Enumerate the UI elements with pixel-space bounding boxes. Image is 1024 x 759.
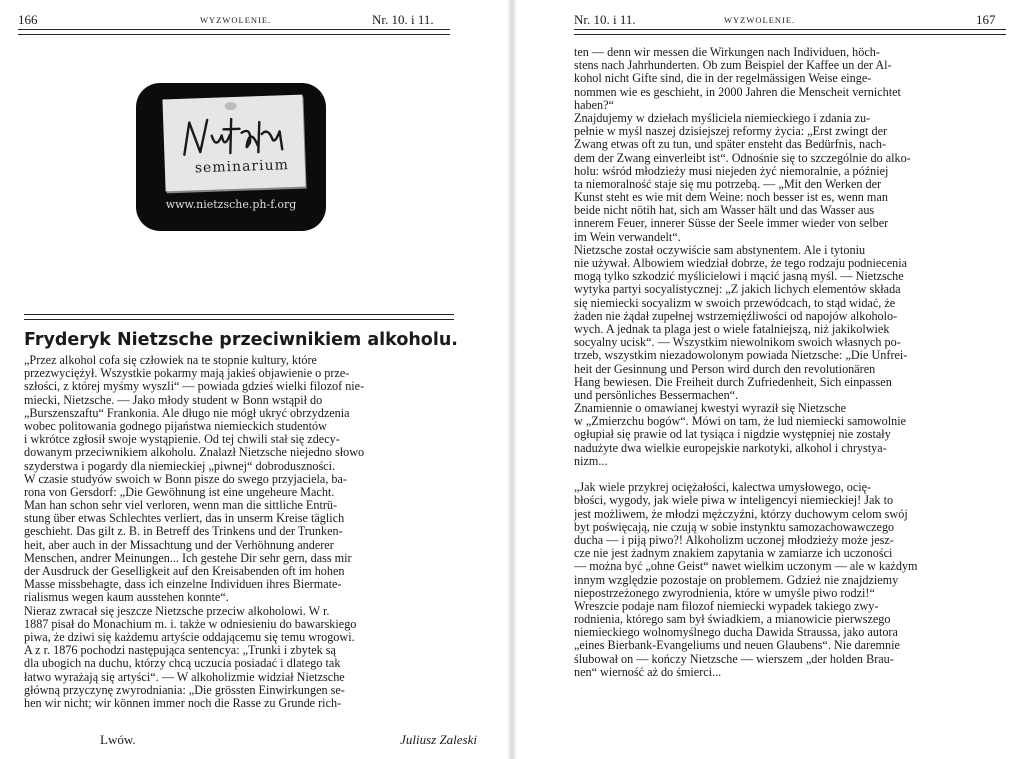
page-number: 167: [976, 12, 996, 27]
text-line: innym względzie pozostaje on problemem. Gdzież nie znajdziemy: [574, 573, 899, 587]
text-line: ogłupiał się prawie od lat tysiąca i nigdzie występniej nie zostały: [574, 428, 891, 442]
text-line: pełnie w myśl naszej dzisiejszej reformy życia: „Erst zwingt der: [574, 125, 888, 139]
journal-title: WYZWOLENIE.: [724, 15, 796, 25]
text-line: Masse missbehagte, dass ich einzelne Individuen ihres Biermate-: [24, 578, 342, 592]
text-line: geschieht. Das gilt z. B. in Betreff des Trinkens und der Trunken-: [24, 525, 343, 539]
running-head-right: [574, 10, 1004, 28]
text-line: przezwyciężył. Wszystkie pokarmy mają jakieś objawienie o prze-: [24, 367, 350, 381]
text-line: „Przez alkohol cofa się człowiek na te stopnie kultury, które: [24, 354, 317, 367]
text-line: wytyka partyi socyalistycznej: „Z jakich lichych elementów składa: [574, 283, 901, 297]
text-line: ta niemoralność staje się mu potrzebą. — „Mit den Werken der: [574, 177, 882, 191]
text-line: wobec politowania godnego pijaństwa niemieckich studentów: [24, 419, 327, 433]
text-line: ślubował on — kończy Nietzsche — wierszem „der holden Brau-: [574, 652, 894, 666]
text-line: Menschen, andrer Meinungen... Ich gestehe Dir sehr gern, dass mir: [24, 551, 352, 565]
text-line: błości, wygody, jak wiele piwa w inteligencyi niemieckiej! Jak to: [574, 494, 894, 508]
issue-number: Nr. 10. i 11.: [574, 12, 636, 27]
text-line: und persönliches Bessermachen“.: [574, 388, 739, 402]
issue-number: Nr. 10. i 11.: [372, 12, 434, 27]
text-line: dla ubogich na duchu, którzy chcą uczucia posiadać i dlatego tak: [24, 657, 341, 671]
text-line: Znamiennie o omawianej kwestyi wyraził się Nietzsche: [574, 402, 847, 416]
text-line: Wreszcie podaje nam filozof niemiecki wypadek takiego zwy-: [574, 599, 879, 613]
text-line: heit der Gesinnung und Person wird durch den revolutionären: [574, 362, 876, 376]
text-line: der Ausdruck der Geselligkeit auf den Kreisabenden oft im hohen: [24, 565, 345, 578]
text-line: W czasie studyów swoich w Bonn pisze do swego przyjaciela, ba-: [24, 472, 347, 486]
text-line: dem der Zwang einverleibt ist“. Odnośnie się to szczególnie do alko-: [574, 151, 911, 165]
place-line: Lwów.: [100, 732, 136, 747]
text-line: heit, aber auch in der Missachtung und der Verhöhnung anderer: [24, 538, 334, 552]
text-line: Man han schon sehr viel verloren, wenn man die sittliche Entrü-: [24, 499, 338, 513]
text-line: główną przyczynę zwyrodniania: „Die grössten Einwirkungen se-: [24, 683, 345, 697]
text-line: A z r. 1876 pochodzi następująca sentencya: „Trunki i zbytek są: [24, 644, 336, 658]
text-line: piwa, że dziwi się każdemu artyście oddającemu się temu wrogowi.: [24, 630, 355, 644]
text-line: nommen wie es geschieht, in 2000 Jahren die Menscheit vernichtet: [574, 85, 901, 99]
logo-word: seminarium: [194, 157, 290, 177]
text-line: hen wir nicht; wir können immer noch die Rasse zu Grunde rich-: [24, 696, 342, 710]
text-line: „Jak wiele przykrej ociężałości, kalectwa umysłowego, ocię-: [574, 481, 872, 495]
text-line: się niemiecki socyalizm w swoich przewódcach, to stąd widać, że: [574, 296, 896, 310]
text-line: ten — denn wir messen die Wirkungen nach Individuen, höch-: [574, 46, 880, 59]
logo-card: [162, 95, 305, 192]
text-line: 1887 pisał do Monachium m. i. także w odniesieniu do bawarskiego: [24, 617, 357, 631]
header-rule: [18, 29, 450, 35]
text-line: nie używał. Albowiem wiedział dobrze, że tego rodzaju podniecenia: [574, 257, 907, 270]
text-line: haben?“: [574, 98, 614, 112]
text-line: rialismus wegen kaum ausstehen konnte“.: [24, 591, 229, 605]
text-line: holu: wśród młodzieży musi niejeden żyć niemoralnie, a później: [574, 164, 889, 178]
text-line: stung über etwas Schlechtes verliert, das in unserm Kreise täglich: [24, 512, 345, 526]
text-line: rona von Gersdorf: „Die Gewöhnung ist eine ungeheure Macht.: [24, 485, 335, 499]
text-line: nadużyte dwa wielkie europejskie narkotyki, alkohol i chrystya-: [574, 441, 887, 455]
text-line: kohol nicht Gifte sind, die in der regelmässigen Weise einge-: [574, 72, 872, 86]
text-line: żaden nie żądał zupełnej wstrzemięźliwości od napojów alkoholo-: [574, 309, 898, 323]
text-line: i wkrótce zgłosił swoje wystąpienie. Od tej chwili stał się zdecy-: [24, 433, 340, 447]
text-line: Kunst steht es wie mit dem Weine: noch besser ist es, wenn man: [574, 191, 888, 205]
text-line: innerem Feuer, innerer Süsse der Seele immer wieder von selber: [574, 217, 889, 231]
article-body-left: [24, 354, 456, 710]
text-line: cze nie jest żadnym znakiem zapytania w zamiarze ich uczoności: [574, 547, 893, 561]
text-line: [574, 468, 1009, 481]
text-line: nen“ wierność aż do śmierci...: [574, 665, 722, 679]
text-line: Hang bewiesen. Die Freiheit durch Zufriedenheit, Sich einpassen: [574, 375, 892, 389]
text-line: miecki, Nietzsche. — Jako młody student w Bonn wstąpił do: [24, 393, 323, 407]
article-rule: [24, 314, 454, 320]
text-line: nizm...: [574, 454, 608, 468]
text-line: — można być „ohne Geist“ nawet wielkim uczonym — ale w każdym: [574, 560, 918, 574]
nietzsche-seminar-logo: [136, 83, 326, 231]
journal-title: WYZWOLENIE.: [200, 15, 272, 25]
text-line: ducha — i piją piwo?! Alkoholizm uczonej młodzieży może jesz-: [574, 533, 894, 547]
text-line: im Wein verwandelt“.: [574, 230, 681, 244]
text-line: „Burszenszaftu“ Frankonia. Ale długo nie mógł ukryć obrzydzenia: [24, 406, 350, 420]
text-line: trzeb, wszystkim niezadowolonym powiada Nietzsche: „Die Unfrei-: [574, 349, 908, 363]
article-body-right: [574, 46, 1009, 679]
header-rule: [574, 29, 1006, 35]
page-number: 166: [18, 12, 38, 27]
text-line: niemieckiego wolnomyślnego ducha Dawida Straussa, jako autora: [574, 626, 898, 640]
signature-row: [60, 732, 495, 750]
text-line: Znajdujemy w dziełach myśliciela niemieckiego i zdania zu-: [574, 111, 871, 125]
left-page: [0, 0, 510, 759]
text-line: Zwang etwas oft zu tun, und später ensteht das Bedürfnis, nach-: [574, 138, 887, 152]
text-line: rodnienia, którego sam był świadkiem, a mianowicie pierwszego: [574, 613, 891, 627]
text-line: stens nach Jahrhunderten. Ob zum Beispiel der Kaffee un der Al-: [574, 59, 892, 73]
running-head-left: [18, 10, 448, 28]
text-line: byt poświęcają, nie czują w sobie instynktu samozachowawczego: [574, 520, 895, 534]
text-line: „eines Bierbank-Evangeliums und neuen Glaubens“. Nie daremnie: [574, 639, 900, 653]
text-line: wych. A jednak ta plaga jest o wiele fatalniejszą, niż jakikolwiek: [574, 322, 890, 336]
text-line: beide nicht nötih hat, sich am Wasser hält und das Wasser aus: [574, 204, 875, 218]
text-line: niepostrzeżonego zwyrodnienia, które w umyśle piwo rodzi!“: [574, 586, 875, 600]
logo-url: www.nietzsche.ph-f.org: [165, 198, 297, 211]
text-line: Nietzsche został oczywiście sam abstynentem. Ale i tytoniu: [574, 243, 866, 257]
article-title: Fryderyk Nietzsche przeciwnikiem alkoholu.: [24, 330, 458, 350]
author-signature: Juliusz Zaleski: [400, 732, 477, 747]
text-line: łatwo wyrażają się artyści“. — W alkoholizmie widział Nietzsche: [24, 670, 345, 684]
signature-image: [177, 111, 291, 161]
text-line: jest możliwem, że młodzi mężczyźni, którzy duchowym celom swój: [574, 507, 908, 521]
pin-icon: [225, 102, 237, 110]
text-line: w „Zmierzchu bogów“. Mówi on tam, że lud niemiecki samowolnie: [574, 415, 907, 429]
text-line: socyalny ucisk“. — Wszystkim niewolnikom swoich własnych po-: [574, 336, 901, 350]
text-line: szłości, z której myśmy wyszli“ — powiada gdzieś wielki filozof nie-: [24, 380, 365, 394]
text-line: dowanym przeciwnikiem alkoholu. Znalazł Nietzsche niejedno słowo: [24, 446, 365, 460]
text-line: szyderstwa i pogardy dla niemieckiej „piwnej“ dobroduszności.: [24, 459, 336, 473]
text-line: Nieraz zwracał się jeszcze Nietzsche przeciw alkoholowi. W r.: [24, 604, 330, 618]
text-line: mogą tylko szkodzić myślicielowi i mącić jasną myśl. — Nietzsche: [574, 270, 904, 284]
right-page: [514, 0, 1024, 759]
